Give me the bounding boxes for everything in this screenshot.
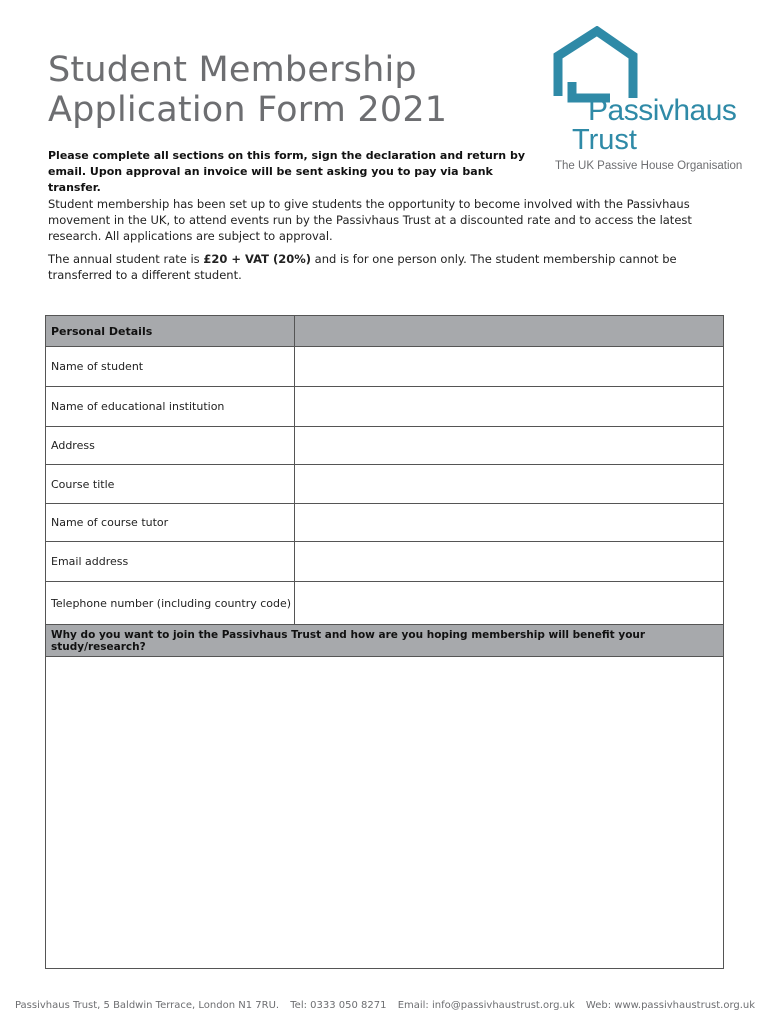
title-line-2: Application Form 2021 xyxy=(48,90,448,130)
rate-value: £20 + VAT (20%) xyxy=(203,252,312,266)
email-field[interactable] xyxy=(295,542,723,581)
course-title-field[interactable] xyxy=(295,465,723,503)
intro xyxy=(48,196,720,290)
footer-email: Email: info@passivhaustrust.org.uk xyxy=(397,1000,575,1011)
instructions: Please complete all sections on this form, sign the declaration and return by email. Upon approval an invoice will be sent asking you to pay via bank transfer. xyxy=(48,149,525,194)
passivhaus-trust-logo xyxy=(550,26,743,182)
logo-tagline: The UK Passive House Organisation xyxy=(555,160,743,172)
address-field[interactable] xyxy=(295,427,723,464)
footer xyxy=(0,1000,770,1011)
field-row-address xyxy=(46,426,723,464)
student-name-field[interactable] xyxy=(295,347,723,386)
intro-paragraph: Student membership has been set up to give students the opportunity to become involved with the Passivhaus movement in the UK, to attend events run by the Passivhaus Trust at a discounted rate and to access the latest research. All applications are subject to approval. xyxy=(48,197,692,243)
rate-prefix: The annual student rate is xyxy=(48,252,204,266)
field-row-telephone xyxy=(46,581,723,624)
application-form xyxy=(45,315,724,969)
section-title: Personal Details xyxy=(46,316,295,346)
field-label: Name of educational institution xyxy=(46,387,295,426)
rate-suffix: and is for one person only. The student membership cannot be transferred to a different student. xyxy=(48,252,677,282)
motivation-question: Why do you want to join the Passivhaus Trust and how are you hoping membership will benefit your study/research? xyxy=(46,624,723,656)
field-row-institution xyxy=(46,386,723,426)
field-label: Name of student xyxy=(46,347,295,386)
field-label: Course title xyxy=(46,465,295,503)
footer-web: Web: www.passivhaustrust.org.uk xyxy=(585,1000,756,1011)
field-label: Name of course tutor xyxy=(46,504,295,541)
field-label: Telephone number (including country code) xyxy=(46,582,295,624)
field-label: Email address xyxy=(46,542,295,581)
logo-word-trust: Trust xyxy=(572,124,637,156)
personal-details-header xyxy=(46,316,723,346)
footer-tel: Tel: 0333 050 8271 xyxy=(290,1000,387,1011)
page-title xyxy=(48,50,528,130)
institution-field[interactable] xyxy=(295,387,723,426)
field-row-email xyxy=(46,541,723,581)
field-label: Address xyxy=(46,427,295,464)
logo-word-passivhaus: Passivhaus xyxy=(588,94,737,127)
field-row-student-name xyxy=(46,346,723,386)
rate-paragraph xyxy=(48,251,720,283)
motivation-answer-field[interactable] xyxy=(46,656,723,968)
title-line-1: Student Membership xyxy=(48,50,417,90)
footer-address: Passivhaus Trust, 5 Baldwin Terrace, London N1 7RU. xyxy=(14,1000,280,1011)
field-row-tutor xyxy=(46,503,723,541)
telephone-field[interactable] xyxy=(295,582,723,624)
tutor-field[interactable] xyxy=(295,504,723,541)
field-row-course-title xyxy=(46,464,723,503)
